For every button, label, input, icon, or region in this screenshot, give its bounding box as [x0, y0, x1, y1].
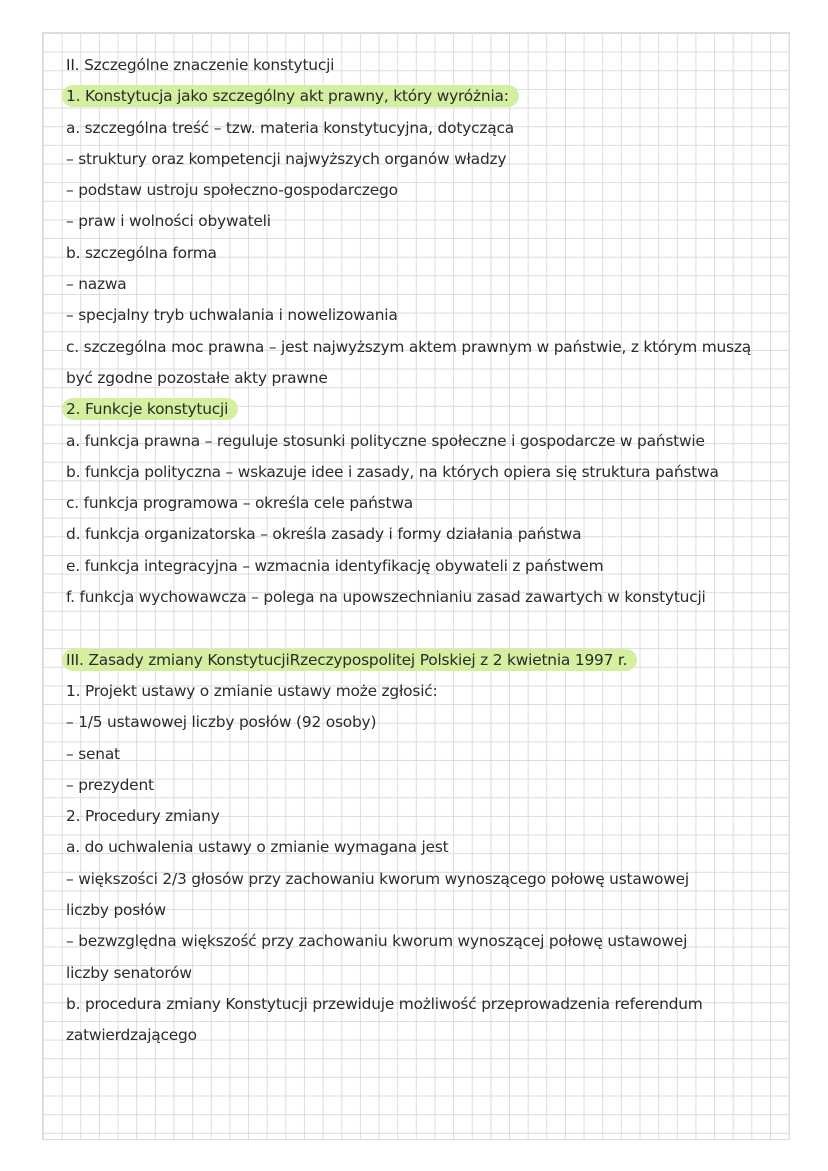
note-line: – senat [66, 744, 120, 763]
note-line: – prezydent [66, 775, 154, 794]
note-line: c. funkcja programowa – określa cele państwa [66, 494, 413, 513]
note-line: – praw i wolności obywateli [66, 212, 271, 231]
blank-line [66, 613, 766, 644]
note-line: d. funkcja organizatorska – określa zasady i formy działania państwa [66, 525, 582, 544]
highlighted-section-title: III. Zasady zmiany KonstytucjiRzeczypospolitej Polskiej z 2 kwietnia 1997 r. [62, 649, 637, 671]
note-line: a. do uchwalenia ustawy o zmianie wymagana jest [66, 838, 449, 857]
note-line: – struktury oraz kompetencji najwyższych organów władzy [66, 149, 507, 168]
note-line: b. procedura zmiany Konstytucji przewiduje możliwość przeprowadzenia referendum [66, 994, 703, 1013]
note-line: być zgodne pozostałe akty prawne [66, 368, 328, 387]
note-line: a. funkcja prawna – reguluje stosunki polityczne społeczne i gospodarcze w państwie [66, 431, 705, 450]
section-title: II. Szczególne znaczenie konstytucji [66, 56, 335, 74]
note-line: 1. Projekt ustawy o zmianie ustawy może zgłosić: [66, 681, 438, 700]
note-line: – specjalny tryb uchwalania i nowelizowania [66, 306, 398, 325]
note-line: – bezwzględna większość przy zachowaniu kworum wynoszącej połowę ustawowej [66, 932, 688, 951]
note-line: – 1/5 ustawowej liczby posłów (92 osoby) [66, 713, 377, 732]
highlighted-heading: 2. Funkcje konstytucji [62, 398, 238, 420]
note-line: e. funkcja integracyjna – wzmacnia identyfikację obywateli z państwem [66, 556, 604, 575]
note-line: – podstaw ustroju społeczno-gospodarczego [66, 181, 398, 200]
note-line: zatwierdzającego [66, 1026, 197, 1045]
section-title [66, 645, 766, 676]
note-line: 2. Procedury zmiany [66, 807, 220, 826]
point-heading [66, 81, 766, 112]
handwritten-notes [66, 50, 766, 1052]
highlighted-heading: 1. Konstytucja jako szczególny akt prawny, który wyróżnia: [62, 85, 519, 107]
note-line: – nazwa [66, 275, 127, 294]
note-line: f. funkcja wychowawcza – polega na upowszechnianiu zasad zawartych w konstytucji [66, 588, 706, 607]
note-line: c. szczególna moc prawna – jest najwyższym aktem prawnym w państwie, z którym muszą [66, 337, 751, 356]
note-line: b. funkcja polityczna – wskazuje idee i zasady, na których opiera się struktura państwa [66, 462, 719, 481]
note-line: b. szczególna forma [66, 243, 217, 262]
point-heading [66, 394, 766, 425]
note-line: a. szczególna treść – tzw. materia konstytucyjna, dotycząca [66, 118, 514, 137]
note-line: liczby posłów [66, 901, 166, 920]
note-line: liczby senatorów [66, 963, 192, 982]
note-line: – większości 2/3 głosów przy zachowaniu kworum wynoszącego połowę ustawowej [66, 869, 689, 888]
